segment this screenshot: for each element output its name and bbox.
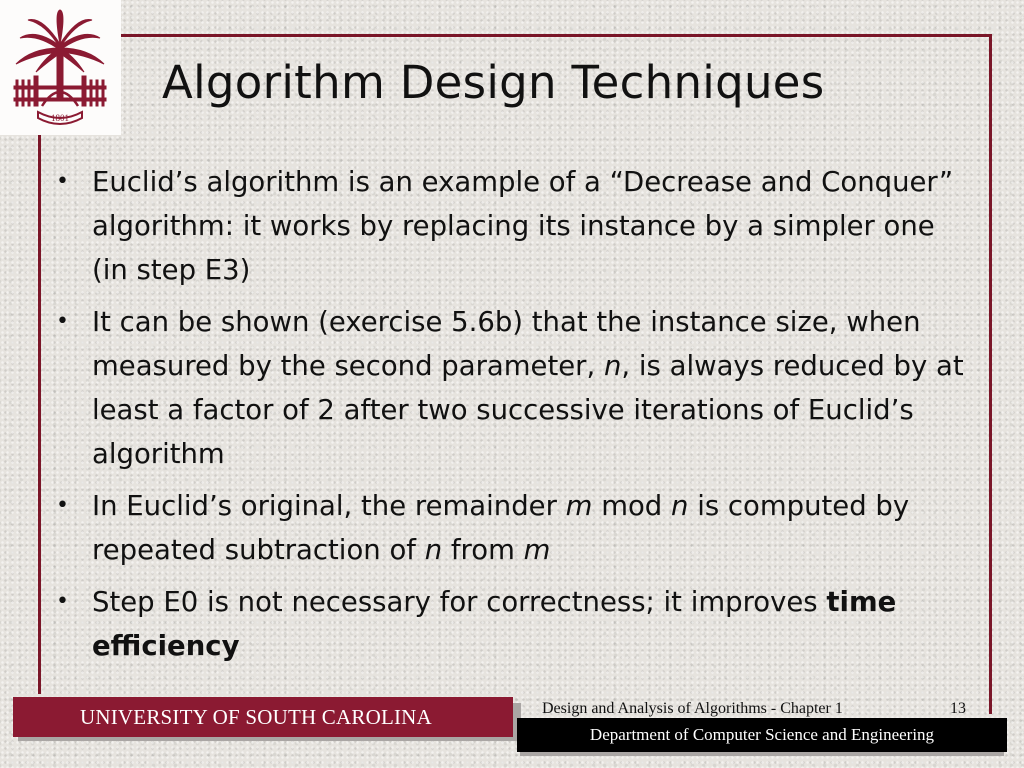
course-title: Design and Analysis of Algorithms - Chapter 1 — [542, 700, 843, 717]
bullet-marker: • — [56, 169, 69, 194]
bullet-text: n — [603, 350, 622, 382]
bullet-text: , is always reduced by at least a factor of 2 after two successive iterations of Euclid’s algorithm — [92, 350, 964, 470]
palmetto-tree-logo — [0, 0, 121, 135]
bullet-text: n — [671, 490, 689, 522]
bullet-item — [56, 160, 976, 292]
logo-year-text: 1801 — [51, 113, 69, 123]
bullet-marker: • — [56, 309, 69, 334]
slide-title: Algorithm Design Techniques — [162, 56, 825, 109]
bullet-item — [56, 580, 976, 668]
bullet-text: is computed by repeated subtraction of — [92, 490, 910, 566]
bullet-text: In Euclid’s original, the remainder — [92, 490, 566, 522]
bullet-text: time efficiency — [92, 586, 897, 662]
bullet-text: Euclid’s algorithm is an example of a “Decrease and Conquer” algorithm: it works by replacing its instance by a simpler one (in step E3) — [92, 166, 954, 286]
bullet-marker: • — [56, 493, 69, 518]
frame-top-line — [38, 34, 992, 37]
bullet-text: mod — [592, 490, 672, 522]
department-bar — [517, 718, 1007, 752]
palmetto-icon — [6, 8, 114, 130]
bullet-text: m — [523, 534, 551, 566]
bullet-text: n — [424, 534, 443, 566]
frame-right-line — [989, 34, 992, 714]
university-bar — [13, 697, 513, 737]
bullet-text: Step E0 is not necessary for correctness; it improves — [92, 586, 827, 618]
bullet-text: It can be shown (exercise 5.6b) that the instance size, when measured by the second parameter, — [92, 306, 921, 382]
bullet-text: from — [442, 534, 524, 566]
bullet-text: m — [565, 490, 593, 522]
bullet-list — [56, 160, 976, 676]
bullet-item — [56, 484, 976, 572]
bullet-item — [56, 300, 976, 476]
bullet-marker: • — [56, 589, 69, 614]
department-name: Department of Computer Science and Engineering — [589, 725, 935, 744]
page-number: 13 — [950, 700, 966, 717]
university-name: UNIVERSITY OF SOUTH CAROLINA — [80, 704, 432, 729]
